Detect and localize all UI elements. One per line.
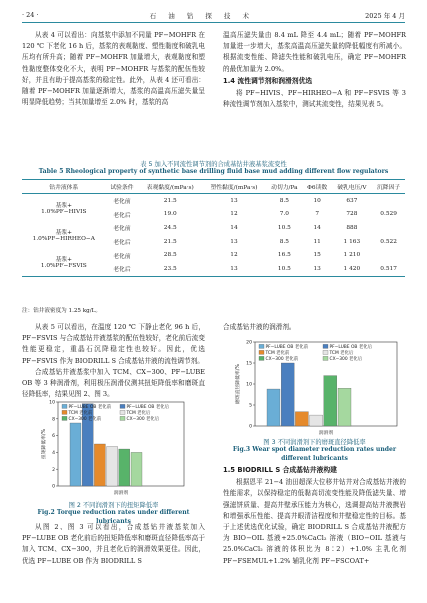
system-cell: 基浆+ 1.0%PF−HIRHEO−A	[32, 230, 95, 243]
y-tick-label: 5	[249, 403, 252, 409]
running-header	[22, 9, 405, 21]
paragraph: 合成基钻井液基浆中加入 TCM、CX−300、PF−LUBE OB 等 3 种润滑剂，利用极压润滑仪测其扭矩降低率和磨斑直径降低率，结果见图 2、图 3。	[22, 367, 205, 399]
bar	[107, 447, 118, 486]
table-cell: 10.5	[266, 262, 303, 276]
bar	[119, 449, 130, 486]
table-cell: 21.5	[163, 197, 177, 204]
table-cell: 19.0	[163, 211, 177, 218]
table-cell: 老化前	[113, 226, 131, 233]
y-tick-label: 6	[52, 434, 55, 440]
table-row	[22, 221, 405, 235]
system-cell: 基浆+ 1.0%PF−FSVIS	[22, 248, 106, 276]
paragraph: 将 PF−HIVIS、PF−HIRHEO−A 和 PF−FSVIS 等 3 种流性调节剂加入基浆中，测试其流变性，结果见表 5。	[223, 89, 406, 109]
table-cell: 1 420	[332, 262, 373, 276]
bar	[267, 389, 280, 426]
figure-3-caption	[223, 437, 406, 463]
table-cell: 637	[346, 197, 358, 204]
x-axis-label: 润滑剂	[113, 491, 129, 496]
legend-label: TCM 老化后	[329, 351, 354, 356]
bar	[131, 452, 142, 486]
legend-swatch	[120, 416, 125, 420]
table-cell: 1 163	[343, 238, 361, 245]
legend-label: PF−LUBE OB 老化后	[126, 405, 170, 410]
legend-label: TCM 老化后	[126, 411, 151, 416]
section-heading: 1.5 BIODRILL S 合成基钻井液构建	[223, 466, 337, 474]
table-cell: 21.5	[163, 238, 177, 245]
table-cell: 老化前	[113, 253, 131, 260]
y-axis-label: 磨斑直径降低率/%	[236, 364, 241, 404]
table-caption-cn: 表 5 加入不同流性调节剂的合成基钻井液基浆流变性	[140, 161, 287, 168]
y-tick-label: 4	[52, 451, 55, 456]
column-header: 钻井液体系	[22, 180, 106, 194]
table-row	[22, 194, 405, 208]
table-row	[22, 248, 405, 262]
y-tick-label: 2	[52, 467, 55, 473]
table-cell: 8.5	[279, 238, 289, 245]
table-cell: 13	[230, 197, 238, 204]
bar	[310, 415, 323, 426]
table-cell: 老化后	[113, 212, 131, 219]
figure-3-chart	[233, 338, 403, 438]
table-cell	[372, 194, 405, 208]
table-cell: 10	[313, 197, 321, 204]
y-tick-label: 10	[49, 400, 55, 406]
column-header: 沉降因子	[372, 180, 405, 194]
table-cell: 12	[230, 211, 238, 218]
column-header: 破乳电压/V	[332, 180, 373, 194]
legend-swatch	[62, 416, 67, 420]
table-cell: 14	[313, 224, 321, 231]
legend-label: PF−LUBE OB 老化前	[265, 345, 309, 350]
right-column-top	[223, 30, 406, 110]
right-column-mid	[223, 322, 406, 333]
legend-label: CX−300 老化前	[265, 357, 299, 362]
y-tick-label: 10	[246, 382, 252, 388]
legend-label: CX−300 老化后	[126, 417, 160, 422]
table-cell: 0.529	[380, 211, 397, 218]
figure-3	[233, 338, 403, 448]
table-caption-en: Table 5 Rheological property of synthetic base drilling fluid base mud adding different flow regulators	[38, 168, 389, 175]
table-cell	[372, 248, 405, 262]
page-number: · 24 ·	[22, 11, 39, 19]
header-rule	[22, 22, 405, 23]
y-tick-label: 0	[52, 484, 55, 490]
bar	[295, 412, 308, 426]
y-tick-label: 8	[52, 417, 55, 423]
paragraph: 从表 5 可以看出，在温度 120 ℃ 下静止老化 96 h 后，PF−FSVIS 与合成基钻井液基浆的配伍性较好，老化前后流变性能更稳定，重晶石沉降稳定性也较好。因此，优选 PF−FSVIS 作为 BIODRILL S 合成基钻井液的流性调节剂。	[22, 323, 205, 365]
table-cell	[372, 221, 405, 235]
legend-swatch	[120, 404, 125, 408]
paragraph: 根据恩平 21−4 油田超深大位移井钻井对合成基钻井液的性能需求，以保持稳定的低黏高切流变性能及降低滤失量、增强滤饼质量、提高井壁承压能力为核心，选调提高钻井液携岩和增强承压性能、提高井眼清洁程度和井壁稳定性的目标。基于上述优选优化试验，确定 BIODRILL S 合成基钻井液配方为 BIO−OIL 基液+25.0%CaCl₂ 溶液（BIO−OIL 基液与 25.0%CaCl₂ 溶液的体积比为 8∶2）+1.0% 主乳化剂 PF−FSEMUL+1.2% 辅乳化剂 PF−FSCOAT+	[223, 478, 406, 565]
bar	[70, 423, 81, 486]
table-cell: 24.5	[163, 224, 177, 231]
table-cell: 16.5	[277, 252, 291, 259]
table-header-row	[22, 180, 405, 194]
table-cell: 13	[303, 262, 332, 276]
legend-label: TCM 老化前	[68, 411, 93, 416]
left-column-end	[22, 522, 205, 567]
y-tick-label: 0	[249, 424, 252, 430]
table-cell: 23.5	[138, 262, 202, 276]
journal-title: 石 油 钻 探 技 术	[149, 11, 254, 20]
paragraph: 从表 4 可以看出：向基浆中添加不同量 PF−MOHFR 在 120 ℃ 下老化 16 h 后，基浆的表观黏度、塑性黏度和破乳电压均有所升高；随着 PF−MOHFR 加量增大，表观黏度和塑性黏度整体变化不大，表明 PF−MOHFR 与基浆的配伍性较好，并且有助于提高基浆的稳定性。此外，从表 4 还可看出：随着 PF−MOHFR 加量逐渐增大，基浆的高温高压滤失量呈明显降低趋势；当其加量增至 2.0% 时，基浆的高	[22, 31, 205, 107]
legend-swatch	[259, 350, 264, 354]
y-tick-label: 15	[246, 361, 252, 367]
bar	[338, 388, 351, 426]
table-cell: 13	[230, 238, 238, 245]
bar	[94, 444, 105, 486]
issue-date: 2025 年 4 月	[365, 11, 405, 20]
paragraph: 温高压滤失量由 8.4 mL 降至 4.4 mL；随着 PF−MOHFR 加量进一步增大，基浆高温高压滤失量的降低幅度有所减小。根据流变性能、降滤失性能和破乳电压，确定 PF−MOHFR 的最优加量为 2.0%。	[223, 31, 406, 73]
legend-label: TCM 老化前	[265, 351, 290, 356]
legend-swatch	[323, 350, 328, 354]
figure-caption-cn: 图 3 不同润滑剂下的磨斑直径降低率	[263, 439, 366, 446]
legend-swatch	[62, 410, 67, 414]
legend-swatch	[259, 344, 264, 348]
table-cell: 12	[230, 252, 238, 259]
x-axis-label: 润滑剂	[318, 431, 334, 436]
legend-swatch	[323, 344, 328, 348]
section-heading: 1.4 流性调节剂和润滑剂优选	[223, 76, 313, 85]
table-cell: 8.5	[279, 197, 289, 204]
legend-label: CX−300 老化前	[68, 417, 102, 422]
table-cell: 888	[346, 224, 358, 231]
table-cell: 14	[230, 224, 238, 231]
system-cell: 基浆+ 1.0%PF−HIVIS	[41, 203, 87, 216]
table-cell: 0.522	[380, 238, 397, 245]
table-cell: 0.517	[372, 262, 405, 276]
figure-caption-cn: 图 2 不同润滑剂下的扭矩降低率	[68, 502, 159, 509]
table-cell: 10.5	[277, 224, 291, 231]
legend-label: PF−LUBE OB 老化前	[68, 405, 112, 410]
column-header: 试验条件	[106, 180, 139, 194]
legend-swatch	[259, 356, 264, 360]
right-column-bottom	[223, 464, 406, 567]
table-cell: 13	[202, 262, 266, 276]
table-cell: 28.5	[163, 252, 177, 259]
column-header: 塑性黏度/(mPa·s)	[202, 180, 266, 194]
table-caption	[22, 159, 405, 177]
bar	[324, 376, 337, 426]
figure-caption-en: Fig.2 Torque reduction rates under different lubricants	[37, 509, 190, 525]
column-header: Φ6读数	[303, 180, 332, 194]
table-cell: 7.0	[279, 211, 289, 218]
paragraph: 合成基钻井液的润滑剂。	[223, 323, 296, 331]
left-column-top	[22, 30, 205, 108]
table-cell: 728	[346, 211, 358, 218]
left-column-bottom	[22, 322, 205, 400]
column-header: 表观黏度/(mPa·s)	[138, 180, 202, 194]
legend-label: CX−300 老化后	[329, 357, 363, 362]
rheology-table	[22, 179, 405, 277]
y-axis-label: 扭矩降低率/%	[42, 428, 47, 460]
figure-caption-en: Fig.3 Wear spot diameter reduction rates under different lubricants	[232, 446, 397, 462]
legend-swatch	[120, 410, 125, 414]
table-cell: 15	[313, 252, 321, 259]
table-cell: 老化前	[113, 199, 131, 206]
legend-swatch	[323, 356, 328, 360]
figure-2-chart	[40, 398, 190, 498]
legend-label: PF−LUBE OB 老化后	[329, 345, 373, 350]
table-cell: 1 210	[343, 252, 361, 259]
column-header: 动切力/Pa	[266, 180, 303, 194]
paragraph: 从图 2、图 3 可以看出，合成基钻井液基浆加入 PF−LUBE OB 老化前后的扭矩降低率和磨斑直径降低率高于加入 TCM、CX−300，并且老化后的润滑效果更佳。因此，优选 PF−LUBE OB 作为 BIODRILL S	[22, 523, 205, 565]
table-cell: 11	[313, 238, 321, 245]
legend-swatch	[62, 404, 67, 408]
table-cell: 老化后	[106, 262, 139, 276]
bar	[281, 363, 294, 426]
table-note: 注：钻井液密度为 1.25 kg/L。	[22, 308, 101, 314]
y-tick-label: 20	[246, 340, 252, 346]
table-cell: 7	[315, 211, 320, 218]
table-cell: 老化后	[113, 240, 131, 247]
